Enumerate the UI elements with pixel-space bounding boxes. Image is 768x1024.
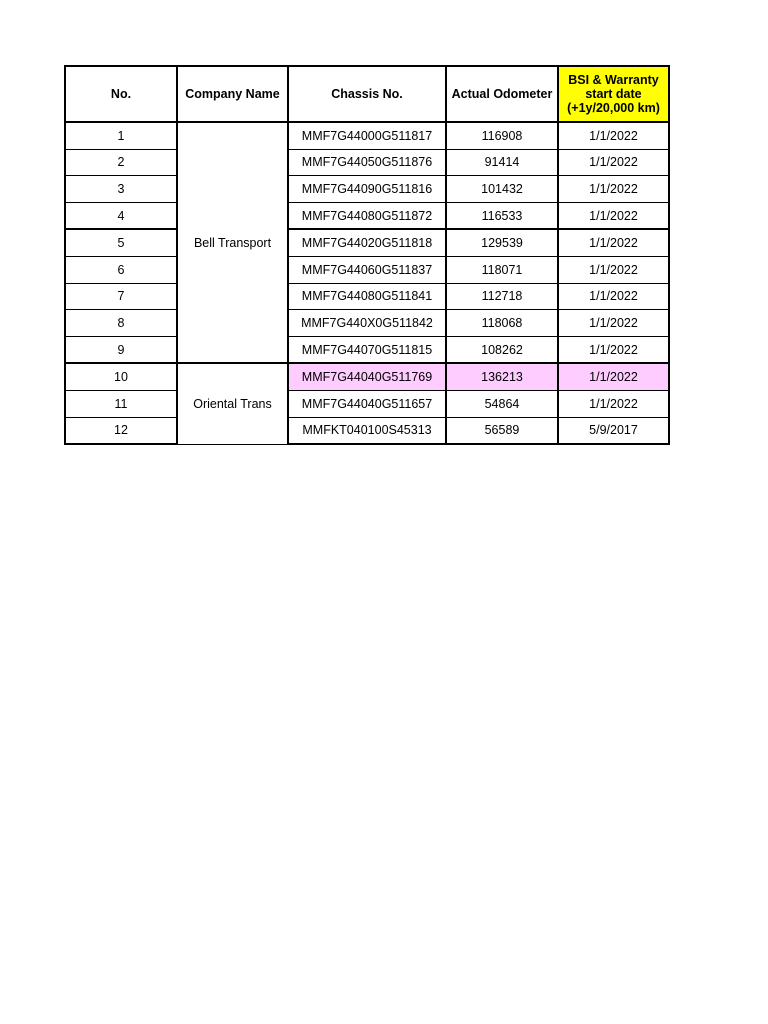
table-row bbox=[65, 417, 669, 444]
table-row bbox=[65, 310, 669, 337]
cell-actual-odometer: 54864 bbox=[446, 390, 558, 417]
cell-warranty-start-date: 1/1/2022 bbox=[558, 122, 669, 149]
cell-no: 1 bbox=[65, 122, 177, 149]
cell-company-name: Oriental Trans bbox=[177, 363, 288, 444]
cell-chassis-no: MMF7G44050G511876 bbox=[288, 149, 446, 176]
cell-actual-odometer: 56589 bbox=[446, 417, 558, 444]
cell-actual-odometer: 91414 bbox=[446, 149, 558, 176]
header-company-name: Company Name bbox=[177, 66, 288, 122]
cell-no: 10 bbox=[65, 363, 177, 390]
table-row bbox=[65, 283, 669, 310]
cell-chassis-no: MMF7G44020G511818 bbox=[288, 229, 446, 256]
table-row bbox=[65, 149, 669, 176]
cell-warranty-start-date: 1/1/2022 bbox=[558, 256, 669, 283]
table-row bbox=[65, 363, 669, 390]
cell-no: 7 bbox=[65, 283, 177, 310]
header-no: No. bbox=[65, 66, 177, 122]
cell-warranty-start-date: 5/9/2017 bbox=[558, 417, 669, 444]
cell-no: 11 bbox=[65, 390, 177, 417]
table-row bbox=[65, 390, 669, 417]
cell-chassis-no: MMF7G44060G511837 bbox=[288, 256, 446, 283]
cell-warranty-start-date: 1/1/2022 bbox=[558, 283, 669, 310]
cell-company-name: Bell Transport bbox=[177, 122, 288, 363]
cell-actual-odometer: 118068 bbox=[446, 310, 558, 337]
table-row bbox=[65, 176, 669, 203]
cell-chassis-no: MMFKT040100S45313 bbox=[288, 417, 446, 444]
cell-chassis-no: MMF7G44040G511657 bbox=[288, 390, 446, 417]
table-row bbox=[65, 336, 669, 363]
table-row bbox=[65, 229, 669, 256]
cell-chassis-no: MMF7G44080G511872 bbox=[288, 202, 446, 229]
vehicle-warranty-table bbox=[64, 65, 670, 445]
cell-warranty-start-date: 1/1/2022 bbox=[558, 149, 669, 176]
cell-warranty-start-date: 1/1/2022 bbox=[558, 202, 669, 229]
cell-warranty-start-date: 1/1/2022 bbox=[558, 363, 669, 390]
cell-no: 12 bbox=[65, 417, 177, 444]
cell-warranty-start-date: 1/1/2022 bbox=[558, 229, 669, 256]
cell-chassis-no: MMF7G44080G511841 bbox=[288, 283, 446, 310]
table-row bbox=[65, 122, 669, 149]
header-chassis-no: Chassis No. bbox=[288, 66, 446, 122]
cell-no: 9 bbox=[65, 336, 177, 363]
header-actual-odometer: Actual Odometer bbox=[446, 66, 558, 122]
table-row bbox=[65, 202, 669, 229]
table-row bbox=[65, 256, 669, 283]
cell-actual-odometer: 116533 bbox=[446, 202, 558, 229]
header-row bbox=[65, 66, 669, 122]
cell-actual-odometer: 129539 bbox=[446, 229, 558, 256]
cell-warranty-start-date: 1/1/2022 bbox=[558, 310, 669, 337]
cell-warranty-start-date: 1/1/2022 bbox=[558, 390, 669, 417]
header-warranty-start-date: BSI & Warranty start date (+1y/20,000 km) bbox=[558, 66, 669, 122]
cell-actual-odometer: 116908 bbox=[446, 122, 558, 149]
table-body bbox=[65, 122, 669, 444]
cell-no: 5 bbox=[65, 229, 177, 256]
cell-no: 3 bbox=[65, 176, 177, 203]
cell-chassis-no: MMF7G44040G511769 bbox=[288, 363, 446, 390]
cell-actual-odometer: 108262 bbox=[446, 336, 558, 363]
cell-chassis-no: MMF7G44000G511817 bbox=[288, 122, 446, 149]
cell-chassis-no: MMF7G440X0G511842 bbox=[288, 310, 446, 337]
table-header bbox=[65, 66, 669, 122]
cell-no: 4 bbox=[65, 202, 177, 229]
cell-actual-odometer: 101432 bbox=[446, 176, 558, 203]
cell-actual-odometer: 118071 bbox=[446, 256, 558, 283]
cell-warranty-start-date: 1/1/2022 bbox=[558, 336, 669, 363]
cell-no: 6 bbox=[65, 256, 177, 283]
cell-no: 2 bbox=[65, 149, 177, 176]
cell-actual-odometer: 136213 bbox=[446, 363, 558, 390]
cell-no: 8 bbox=[65, 310, 177, 337]
cell-warranty-start-date: 1/1/2022 bbox=[558, 176, 669, 203]
cell-chassis-no: MMF7G44090G511816 bbox=[288, 176, 446, 203]
cell-chassis-no: MMF7G44070G511815 bbox=[288, 336, 446, 363]
cell-actual-odometer: 112718 bbox=[446, 283, 558, 310]
